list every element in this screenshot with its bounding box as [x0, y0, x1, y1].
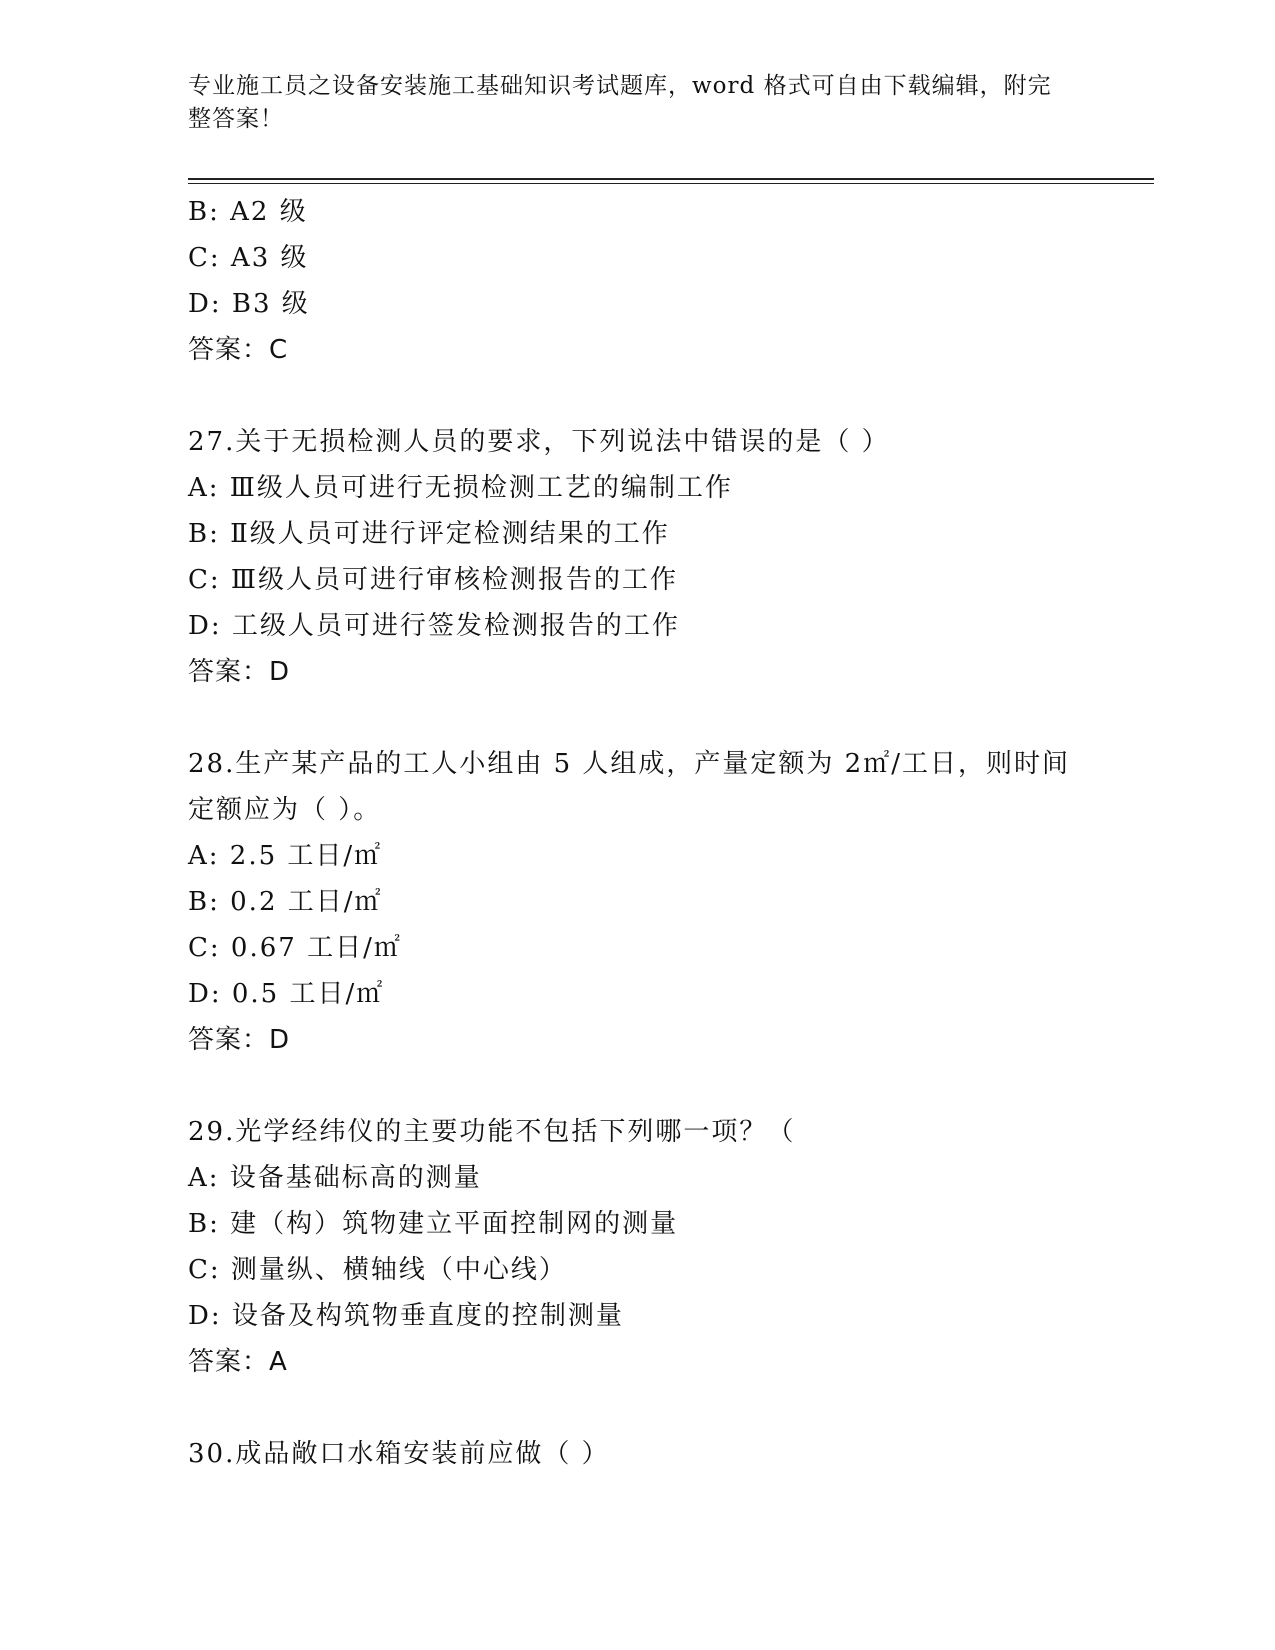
question-27 — [188, 419, 1088, 695]
option-b: B: 建（构）筑物建立平面控制网的测量 — [188, 1209, 679, 1239]
header-line-2: 整答案！ — [188, 106, 284, 132]
header-line-1: 专业施工员之设备安装施工基础知识考试题库，word 格式可自由下载编辑，附完 — [188, 73, 1052, 99]
spacer — [188, 1063, 1088, 1109]
document-header — [188, 70, 1068, 136]
spacer — [188, 695, 1088, 741]
question-30 — [188, 1431, 1088, 1477]
header-rule-thin — [188, 183, 1154, 184]
option-b: B: A2 级 — [188, 197, 308, 227]
question-26-continued — [188, 189, 1088, 373]
header-rule-thick — [188, 178, 1154, 180]
option-d: D: 0.5 工日/㎡ — [188, 979, 385, 1009]
spacer — [188, 1385, 1088, 1431]
question-stem-line-2: 定额应为（ ）。 — [188, 795, 382, 825]
option-b: B: 0.2 工日/㎡ — [188, 887, 383, 917]
option-d: D: 设备及构筑物垂直度的控制测量 — [188, 1301, 624, 1331]
option-b: B: Ⅱ级人员可进行评定检测结果的工作 — [188, 519, 670, 549]
option-d: D: 工级人员可进行签发检测报告的工作 — [188, 611, 680, 641]
spacer — [188, 373, 1088, 419]
question-stem: 27.关于无损检测人员的要求，下列说法中错误的是（ ） — [188, 427, 890, 457]
question-stem: 29.光学经纬仪的主要功能不包括下列哪一项？（ — [188, 1117, 796, 1147]
option-a: A: Ⅲ级人员可进行无损检测工艺的编制工作 — [188, 473, 733, 503]
option-a: A: 2.5 工日/㎡ — [188, 841, 383, 871]
option-c: C: A3 级 — [188, 243, 309, 273]
answer: 答案：C — [188, 335, 289, 365]
question-stem: 30.成品敞口水箱安装前应做（ ） — [188, 1439, 610, 1469]
question-28 — [188, 741, 1088, 1063]
answer: 答案：D — [188, 657, 291, 687]
answer: 答案：D — [188, 1025, 291, 1055]
question-29 — [188, 1109, 1088, 1385]
option-c: C: 测量纵、横轴线（中心线） — [188, 1255, 567, 1285]
option-c: C: 0.67 工日/㎡ — [188, 933, 402, 963]
option-a: A: 设备基础标高的测量 — [188, 1163, 482, 1193]
question-list — [188, 189, 1088, 1477]
option-c: C: Ⅲ级人员可进行审核检测报告的工作 — [188, 565, 678, 595]
option-d: D: B3 级 — [188, 289, 310, 319]
question-stem-line-1: 28.生产某产品的工人小组由 5 人组成，产量定额为 2㎡/工日，则时间 — [188, 749, 1070, 779]
answer: 答案：A — [188, 1347, 288, 1377]
